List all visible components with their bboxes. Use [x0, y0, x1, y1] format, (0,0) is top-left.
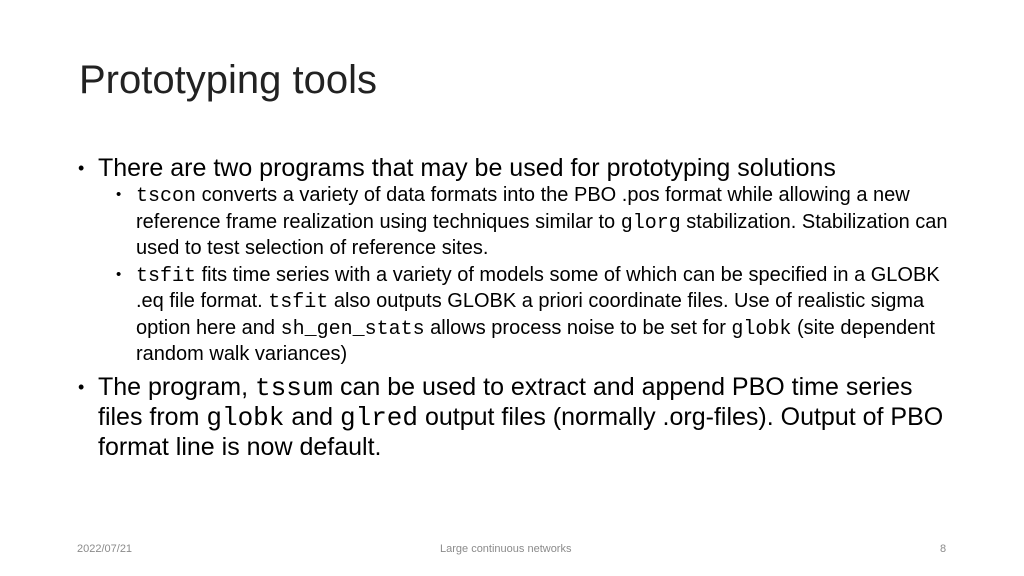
bullet-text: The program,: [98, 372, 256, 401]
footer-date: 2022/07/21: [77, 543, 133, 555]
command-glred: glred: [339, 402, 418, 433]
command-glorg: glorg: [620, 211, 681, 235]
command-tssum: tssum: [255, 372, 334, 403]
footer-title: Large continuous networks: [440, 543, 572, 555]
bullet-text: There are two programs that may be used for prototyping solutions: [98, 154, 836, 182]
sub-bullet-text: fits time series with a variety of models some of which can be specified in a GLOBK .eq file format.: [136, 263, 940, 312]
bullet-dot: •: [78, 376, 85, 397]
command-globk: globk: [731, 317, 792, 341]
sub-bullet-dot: •: [116, 186, 122, 203]
slide-body: [76, 154, 956, 462]
bullet-tssum: [76, 373, 956, 462]
sub-bullet-text: (site dependent random walk variances): [136, 316, 935, 365]
bullet-text: output files (normally .org-files). Output of PBO format line is now default.: [98, 402, 944, 461]
sub-bullet-text: converts a variety of data formats into the PBO .pos format while allowing a new reference frame realization using techniques similar to: [136, 184, 910, 233]
bullet-text: and: [284, 402, 340, 431]
footer-page-number: 8: [940, 543, 947, 555]
bullet-text: can be used to extract and append PBO time series files from: [98, 372, 913, 431]
sub-bullet-tsfit: [114, 263, 956, 367]
bullet-programs: [76, 154, 956, 183]
sub-bullet-text: allows process noise to be set for: [424, 316, 732, 339]
command-globk: globk: [206, 402, 285, 433]
sub-bullet-text: also outputs GLOBK a priori coordinate files. Use of realistic sigma option here and: [136, 290, 925, 339]
sub-bullet-tscon: [114, 183, 956, 261]
sub-bullet-text: stabilization. Stabilization can used to test selection of reference sites.: [136, 210, 948, 259]
slide-title: Prototyping tools: [79, 58, 377, 102]
sub-bullet-dot: •: [116, 265, 122, 283]
command-tscon: tscon: [136, 185, 197, 208]
bullet-dot: •: [78, 158, 85, 178]
command-tsfit: tsfit: [268, 291, 329, 314]
command-sh-gen-stats: sh_gen_stats: [280, 317, 425, 341]
command-tsfit: tsfit: [136, 264, 197, 288]
